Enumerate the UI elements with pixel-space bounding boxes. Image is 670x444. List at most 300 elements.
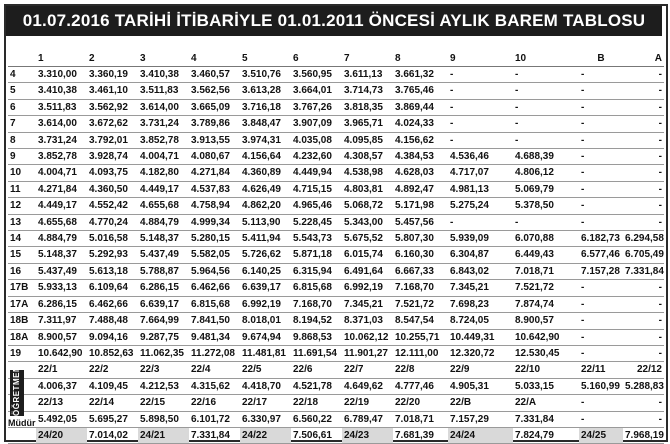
table-cell: 4.536,46 xyxy=(448,149,513,165)
table-cell: 4.655,68 xyxy=(36,214,87,230)
table-cell: 5.964,56 xyxy=(189,263,240,279)
table-cell: 9.287,75 xyxy=(138,329,189,345)
ogretmen-cell: 22/7 xyxy=(342,362,393,378)
table-cell: - xyxy=(579,99,623,115)
table-cell: - xyxy=(623,280,664,296)
table-row xyxy=(8,149,664,165)
ogretmen-cell: 22/8 xyxy=(393,362,448,378)
table-cell: 3.767,26 xyxy=(291,99,342,115)
table-cell: 3.562,92 xyxy=(87,99,138,115)
table-cell: 3.510,76 xyxy=(240,67,291,83)
ogretmen-cell: 5.492,05 xyxy=(36,411,87,427)
table-row xyxy=(8,345,664,361)
ogretmen-cell: 22/18 xyxy=(291,395,342,411)
table-cell: - xyxy=(579,116,623,132)
table-cell: 6.815,68 xyxy=(189,296,240,312)
table-row xyxy=(8,181,664,197)
table-cell: 3.511,83 xyxy=(36,99,87,115)
table-cell: 5.113,90 xyxy=(240,214,291,230)
table-cell: 4.770,24 xyxy=(87,214,138,230)
table-cell: 3.818,35 xyxy=(342,99,393,115)
ogretmen-cell: 5.160,99 xyxy=(579,378,623,394)
table-cell: 5.016,58 xyxy=(87,231,138,247)
ogretmen-cell: 22/5 xyxy=(240,362,291,378)
table-cell: 4.965,46 xyxy=(291,198,342,214)
table-cell: 5.939,09 xyxy=(448,231,513,247)
table-cell: 4.232,60 xyxy=(291,149,342,165)
column-header: 1 xyxy=(36,52,87,67)
ogretmen-cell: 6.101,72 xyxy=(189,411,240,427)
table-cell: 4.803,81 xyxy=(342,181,393,197)
row-label: 11 xyxy=(8,181,36,197)
table-cell: - xyxy=(623,313,664,329)
table-row xyxy=(8,214,664,230)
table-cell: 5.726,62 xyxy=(240,247,291,263)
table-cell: - xyxy=(579,67,623,83)
table-cell: 4.862,20 xyxy=(240,198,291,214)
column-header: 10 xyxy=(513,52,579,67)
ogretmen-cell: - xyxy=(623,395,664,411)
table-cell: 4.024,33 xyxy=(393,116,448,132)
table-cell: 5.069,79 xyxy=(513,181,579,197)
column-header: B xyxy=(579,52,623,67)
table-cell: 3.460,57 xyxy=(189,67,240,83)
ogretmen-cell: 5.288,83 xyxy=(623,378,664,394)
column-header: 9 xyxy=(448,52,513,67)
table-row xyxy=(8,165,664,181)
table-cell: - xyxy=(579,132,623,148)
table-cell: 4.892,47 xyxy=(393,181,448,197)
ogretmen-row xyxy=(8,362,664,378)
mudur-cell: 7.331,84 xyxy=(189,427,240,443)
table-cell: - xyxy=(579,214,623,230)
mudur-cell: 24/20 xyxy=(36,427,87,443)
table-cell: 4.626,49 xyxy=(240,181,291,197)
table-cell: 3.360,19 xyxy=(87,67,138,83)
row-label: 9 xyxy=(8,149,36,165)
table-cell: 7.018,71 xyxy=(513,263,579,279)
table-cell: 7.521,72 xyxy=(513,280,579,296)
table-cell: 12.530,45 xyxy=(513,345,579,361)
table-cell: 5.280,15 xyxy=(189,231,240,247)
table-cell: 4.156,64 xyxy=(240,149,291,165)
table-cell: 5.457,56 xyxy=(393,214,448,230)
table-cell: 7.698,23 xyxy=(448,296,513,312)
table-cell: - xyxy=(513,67,579,83)
ogretmen-cell: 6.330,97 xyxy=(240,411,291,427)
table-cell: 6.140,25 xyxy=(240,263,291,279)
column-header: 5 xyxy=(240,52,291,67)
table-cell: 11.272,08 xyxy=(189,345,240,361)
table-cell: - xyxy=(448,67,513,83)
mudur-cell: 7.824,79 xyxy=(513,427,579,443)
table-cell: - xyxy=(579,345,623,361)
ogretmen-row xyxy=(8,395,664,411)
table-cell: 6.815,68 xyxy=(291,280,342,296)
ogretmen-cell: 22/14 xyxy=(87,395,138,411)
ogretmen-cell: 4.315,62 xyxy=(189,378,240,394)
table-row xyxy=(8,313,664,329)
table-cell: 3.852,78 xyxy=(36,149,87,165)
table-cell: 9.094,16 xyxy=(87,329,138,345)
table-cell: 4.360,50 xyxy=(87,181,138,197)
table-cell: 6.182,73 xyxy=(579,231,623,247)
column-header: 2 xyxy=(87,52,138,67)
table-row xyxy=(8,247,664,263)
table-cell: 3.869,44 xyxy=(393,99,448,115)
table-cell: 11.481,81 xyxy=(240,345,291,361)
ogretmen-cell: 5.898,50 xyxy=(138,411,189,427)
table-cell: 4.538,98 xyxy=(342,165,393,181)
table-cell: 5.411,94 xyxy=(240,231,291,247)
table-cell: 3.731,24 xyxy=(138,116,189,132)
table-cell: 12.320,72 xyxy=(448,345,513,361)
table-cell: 5.933,13 xyxy=(36,280,87,296)
table-cell: 10.642,90 xyxy=(513,329,579,345)
table-cell: 3.852,78 xyxy=(138,132,189,148)
ogretmen-cell: 4.777,46 xyxy=(393,378,448,394)
table-cell: 3.731,24 xyxy=(36,132,87,148)
table-cell: 6.109,64 xyxy=(87,280,138,296)
table-cell: - xyxy=(623,214,664,230)
table-row xyxy=(8,296,664,312)
mudur-cell: 24/23 xyxy=(342,427,393,443)
table-cell: 6.992,19 xyxy=(342,280,393,296)
table-row xyxy=(8,263,664,279)
table-cell: 9.674,94 xyxy=(240,329,291,345)
table-cell: 4.981,13 xyxy=(448,181,513,197)
row-label: 17A xyxy=(8,296,36,312)
row-label: 10 xyxy=(8,165,36,181)
table-cell: 6.304,87 xyxy=(448,247,513,263)
row-label: 4 xyxy=(8,67,36,83)
ogretmen-cell: 22/2 xyxy=(87,362,138,378)
table-cell: 3.461,10 xyxy=(87,83,138,99)
table-cell: - xyxy=(448,132,513,148)
table-cell: 7.157,28 xyxy=(579,263,623,279)
column-header: 4 xyxy=(189,52,240,67)
mudur-cell: 7.506,61 xyxy=(291,427,342,443)
ogretmen-cell: 22/17 xyxy=(240,395,291,411)
table-cell: 6.449,43 xyxy=(513,247,579,263)
ogretmen-row xyxy=(8,378,664,394)
table-cell: 4.449,17 xyxy=(138,181,189,197)
mudur-cell: 7.681,39 xyxy=(393,427,448,443)
table-cell: 3.410,38 xyxy=(36,83,87,99)
table-cell: 3.716,18 xyxy=(240,99,291,115)
table-cell: - xyxy=(513,214,579,230)
table-cell: 5.148,37 xyxy=(138,231,189,247)
table-cell: - xyxy=(623,345,664,361)
mudur-row xyxy=(8,427,664,443)
table-cell: - xyxy=(513,132,579,148)
table-cell: - xyxy=(579,198,623,214)
ogretmen-cell: 22/11 xyxy=(579,362,623,378)
table-cell: 3.511,83 xyxy=(138,83,189,99)
table-cell: - xyxy=(579,181,623,197)
table-cell: 10.255,71 xyxy=(393,329,448,345)
ogretmen-row xyxy=(8,411,664,427)
table-cell: 6.286,15 xyxy=(138,280,189,296)
ogretmen-cell: 22/12 xyxy=(623,362,664,378)
table-cell: - xyxy=(623,116,664,132)
table-cell: 8.371,03 xyxy=(342,313,393,329)
table-cell: 5.292,93 xyxy=(87,247,138,263)
column-header: 7 xyxy=(342,52,393,67)
table-cell: 4.884,79 xyxy=(36,231,87,247)
mudur-side-cell xyxy=(8,427,36,443)
ogretmen-cell: 4.521,78 xyxy=(291,378,342,394)
table-cell: 7.488,48 xyxy=(87,313,138,329)
table-cell: 5.275,24 xyxy=(448,198,513,214)
barem-table xyxy=(8,52,664,444)
table-cell: - xyxy=(579,83,623,99)
ogretmen-cell: 22/19 xyxy=(342,395,393,411)
row-label: 6 xyxy=(8,99,36,115)
table-cell: 4.182,80 xyxy=(138,165,189,181)
table-cell: 11.062,35 xyxy=(138,345,189,361)
table-cell: 4.449,94 xyxy=(291,165,342,181)
row-label: 18B xyxy=(8,313,36,329)
ogretmen-cell: - xyxy=(579,395,623,411)
table-cell: 4.688,39 xyxy=(513,149,579,165)
table-cell: 4.884,79 xyxy=(138,214,189,230)
mudur-cell: 24/21 xyxy=(138,427,189,443)
ogretmen-cell: 5.033,15 xyxy=(513,378,579,394)
table-cell: 4.806,12 xyxy=(513,165,579,181)
table-cell: 6.992,19 xyxy=(240,296,291,312)
table-cell: - xyxy=(579,280,623,296)
ogretmen-cell: 22/4 xyxy=(189,362,240,378)
table-cell: 5.437,49 xyxy=(36,263,87,279)
table-cell: 3.672,62 xyxy=(87,116,138,132)
table-row xyxy=(8,116,664,132)
ogretmen-cell: 7.157,29 xyxy=(448,411,513,427)
table-cell: 6.070,88 xyxy=(513,231,579,247)
ogretmen-label: ÖĞRETMEN xyxy=(10,370,24,416)
table-cell: 6.491,64 xyxy=(342,263,393,279)
table-cell: 3.765,46 xyxy=(393,83,448,99)
table-cell: 6.294,58 xyxy=(623,231,664,247)
table-cell: 4.384,53 xyxy=(393,149,448,165)
ogretmen-cell: 4.905,31 xyxy=(448,378,513,394)
table-cell: 3.714,73 xyxy=(342,83,393,99)
ogretmen-cell: 22/6 xyxy=(291,362,342,378)
table-cell: 6.462,66 xyxy=(189,280,240,296)
table-cell: - xyxy=(513,99,579,115)
table-cell: 4.308,57 xyxy=(342,149,393,165)
table-cell: 8.900,57 xyxy=(513,313,579,329)
table-cell: 4.537,83 xyxy=(189,181,240,197)
row-label: 14 xyxy=(8,231,36,247)
ogretmen-cell: - xyxy=(623,411,664,427)
table-cell: 5.675,52 xyxy=(342,231,393,247)
table-cell: 6.015,74 xyxy=(342,247,393,263)
table-row xyxy=(8,198,664,214)
table-cell: 6.843,02 xyxy=(448,263,513,279)
table-cell: 5.068,72 xyxy=(342,198,393,214)
table-row xyxy=(8,231,664,247)
table-cell: 8.547,54 xyxy=(393,313,448,329)
table-cell: 7.874,74 xyxy=(513,296,579,312)
row-label: 17B xyxy=(8,280,36,296)
table-cell: 6.286,15 xyxy=(36,296,87,312)
table-cell: 3.664,01 xyxy=(291,83,342,99)
table-cell: 5.148,37 xyxy=(36,247,87,263)
ogretmen-cell: 22/1 xyxy=(36,362,87,378)
table-cell: 3.410,38 xyxy=(138,67,189,83)
table-cell: - xyxy=(513,83,579,99)
table-cell: 4.080,67 xyxy=(189,149,240,165)
table-cell: 7.168,70 xyxy=(291,296,342,312)
table-cell: 6.160,30 xyxy=(393,247,448,263)
column-header: 8 xyxy=(393,52,448,67)
table-cell: 9.868,53 xyxy=(291,329,342,345)
table-cell: 4.715,15 xyxy=(291,181,342,197)
table-cell: 5.807,30 xyxy=(393,231,448,247)
ogretmen-cell: 22/16 xyxy=(189,395,240,411)
ogretmen-cell: 22/20 xyxy=(393,395,448,411)
table-cell: - xyxy=(623,99,664,115)
table-cell: 7.345,21 xyxy=(342,296,393,312)
row-label: 8 xyxy=(8,132,36,148)
ogretmen-cell: 7.331,84 xyxy=(513,411,579,427)
table-cell: 5.613,18 xyxy=(87,263,138,279)
table-cell: - xyxy=(623,181,664,197)
table-cell: 6.315,94 xyxy=(291,263,342,279)
table-cell: 4.999,34 xyxy=(189,214,240,230)
table-cell: 4.655,68 xyxy=(138,198,189,214)
table-cell: - xyxy=(623,296,664,312)
ogretmen-cell: 5.695,27 xyxy=(87,411,138,427)
row-label: 5 xyxy=(8,83,36,99)
table-cell: 5.228,45 xyxy=(291,214,342,230)
column-header: 3 xyxy=(138,52,189,67)
column-header: A xyxy=(623,52,664,67)
ogretmen-cell: 6.560,22 xyxy=(291,411,342,427)
table-cell: 4.095,85 xyxy=(342,132,393,148)
table-cell: 7.168,70 xyxy=(393,280,448,296)
page-title: 01.07.2016 TARİHİ İTİBARİYLE 01.01.2011 ÖNCESİ AYLIK BAREM TABLOSU xyxy=(6,6,662,36)
table-cell: 3.562,56 xyxy=(189,83,240,99)
table-cell: - xyxy=(579,329,623,345)
mudur-cell: 7.968,19 xyxy=(623,427,664,443)
table-cell: - xyxy=(448,83,513,99)
ogretmen-cell: 4.649,62 xyxy=(342,378,393,394)
table-cell: 3.665,09 xyxy=(189,99,240,115)
table-cell: 3.907,09 xyxy=(291,116,342,132)
table-cell: - xyxy=(448,99,513,115)
table-row xyxy=(8,280,664,296)
ogretmen-cell: 22/3 xyxy=(138,362,189,378)
table-cell: 4.552,42 xyxy=(87,198,138,214)
table-cell: 6.667,33 xyxy=(393,263,448,279)
row-label: 7 xyxy=(8,116,36,132)
table-row xyxy=(8,132,664,148)
table-cell: 9.481,34 xyxy=(189,329,240,345)
table-cell: 3.789,86 xyxy=(189,116,240,132)
table-cell: 7.521,72 xyxy=(393,296,448,312)
table-cell: 3.928,74 xyxy=(87,149,138,165)
mudur-cell: 24/24 xyxy=(448,427,513,443)
row-label: 15 xyxy=(8,247,36,263)
table-cell: 7.345,21 xyxy=(448,280,513,296)
table-cell: 7.311,97 xyxy=(36,313,87,329)
table-cell: 3.614,00 xyxy=(36,116,87,132)
table-cell: 4.004,71 xyxy=(36,165,87,181)
table-cell: 4.156,62 xyxy=(393,132,448,148)
ogretmen-cell: 22/9 xyxy=(448,362,513,378)
table-cell: 6.639,17 xyxy=(240,280,291,296)
row-label: 19 xyxy=(8,345,36,361)
ogretmen-cell: 22/15 xyxy=(138,395,189,411)
table-cell: 3.611,13 xyxy=(342,67,393,83)
mudur-label: Müdür xyxy=(8,418,36,428)
corner-cell xyxy=(8,52,36,67)
ogretmen-cell: 4.418,70 xyxy=(240,378,291,394)
table-cell: 5.871,18 xyxy=(291,247,342,263)
table-cell: - xyxy=(579,296,623,312)
table-cell: 5.378,50 xyxy=(513,198,579,214)
table-cell: 3.974,31 xyxy=(240,132,291,148)
table-cell: 10.062,12 xyxy=(342,329,393,345)
table-cell: 10.642,90 xyxy=(36,345,87,361)
table-cell: 10.852,63 xyxy=(87,345,138,361)
table-cell: 3.913,55 xyxy=(189,132,240,148)
table-cell: 8.724,05 xyxy=(448,313,513,329)
table-cell: 5.582,05 xyxy=(189,247,240,263)
mudur-cell: 24/25 xyxy=(579,427,623,443)
table-cell: 11.691,54 xyxy=(291,345,342,361)
row-label: 16 xyxy=(8,263,36,279)
ogretmen-cell: 22/10 xyxy=(513,362,579,378)
table-cell: 3.613,28 xyxy=(240,83,291,99)
mudur-cell: 24/22 xyxy=(240,427,291,443)
table-cell: - xyxy=(579,149,623,165)
ogretmen-cell: 4.212,53 xyxy=(138,378,189,394)
table-cell: 4.717,07 xyxy=(448,165,513,181)
row-label: 18A xyxy=(8,329,36,345)
table-cell: 12.111,00 xyxy=(393,345,448,361)
table-row xyxy=(8,67,664,83)
row-label: 12 xyxy=(8,198,36,214)
table-cell: - xyxy=(623,132,664,148)
table-row xyxy=(8,83,664,99)
table-cell: 5.788,87 xyxy=(138,263,189,279)
table-cell: 11.901,27 xyxy=(342,345,393,361)
table-cell: 5.171,98 xyxy=(393,198,448,214)
table-cell: - xyxy=(623,165,664,181)
table-cell: 7.664,99 xyxy=(138,313,189,329)
table-cell: 8.900,57 xyxy=(36,329,87,345)
table-cell: 3.310,00 xyxy=(36,67,87,83)
ogretmen-cell: 22/13 xyxy=(36,395,87,411)
table-cell: - xyxy=(623,149,664,165)
table-cell: 4.360,89 xyxy=(240,165,291,181)
table-cell: 4.035,08 xyxy=(291,132,342,148)
mudur-cell: 7.014,02 xyxy=(87,427,138,443)
table-cell: 4.271,84 xyxy=(36,181,87,197)
table-cell: 4.449,17 xyxy=(36,198,87,214)
table-cell: 3.614,00 xyxy=(138,99,189,115)
table-cell: 6.462,66 xyxy=(87,296,138,312)
table-cell: - xyxy=(623,329,664,345)
table-cell: 6.705,49 xyxy=(623,247,664,263)
table-cell: 4.093,75 xyxy=(87,165,138,181)
table-cell: 3.848,47 xyxy=(240,116,291,132)
ogretmen-cell: 7.018,71 xyxy=(393,411,448,427)
table-cell: - xyxy=(579,165,623,181)
